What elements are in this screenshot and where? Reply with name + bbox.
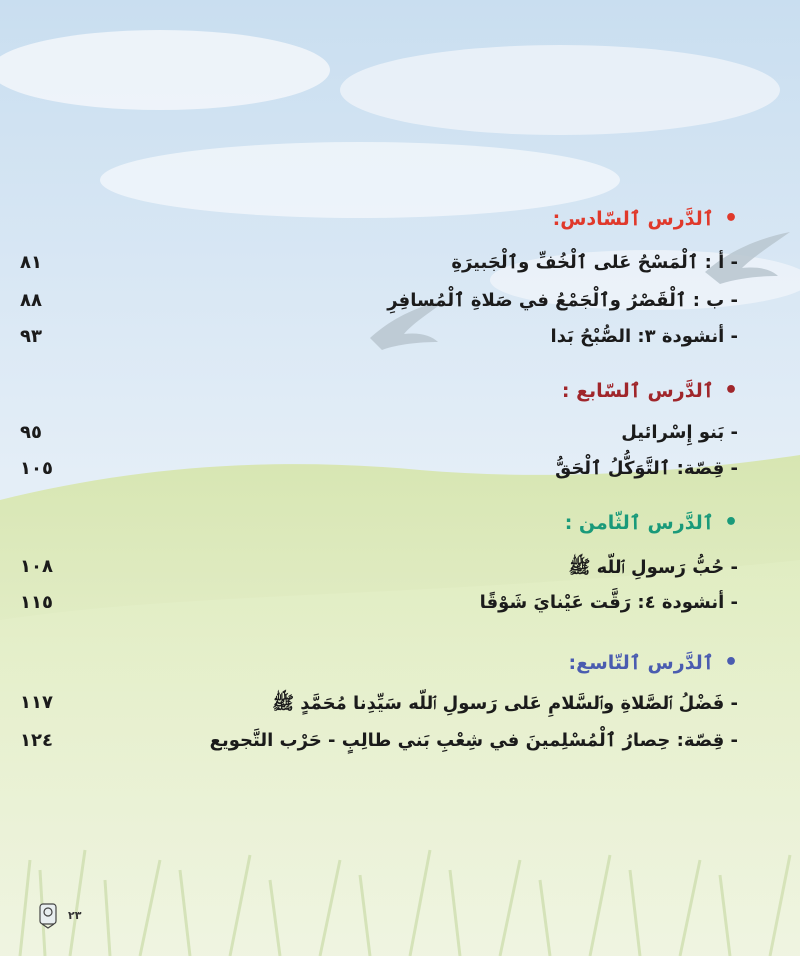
bullet-icon: • xyxy=(723,378,738,403)
lesson-heading-text: ٱلدَّرس ٱلثّامن : xyxy=(564,512,714,534)
entry-title: - أ : ٱلْمَسْحُ عَلى ٱلْخُفِّ وٱلْجَبيرَةِ xyxy=(451,252,738,273)
lesson-7-heading xyxy=(562,380,738,402)
lesson-6-heading xyxy=(553,208,738,230)
lesson-8-heading xyxy=(565,512,738,534)
lesson-9-heading xyxy=(569,652,739,674)
toc-entry[interactable] xyxy=(20,730,738,760)
entry-page-number: ٨١ xyxy=(20,252,42,273)
entry-page-number: ٨٨ xyxy=(20,290,42,311)
toc-entry[interactable] xyxy=(20,326,738,356)
lesson-heading-text: ٱلدَّرس ٱلسّابع : xyxy=(561,380,714,402)
toc-entry[interactable] xyxy=(20,422,738,452)
toc-entry[interactable] xyxy=(20,556,738,586)
entry-title: - فَضْلُ ٱلصَّلاةِ وٱلسَّلامِ عَلى رَسولِ ٱللّه سَيِّدِنا مُحَمَّدٍ ﷺ xyxy=(272,693,738,714)
entry-page-number: ٩٥ xyxy=(20,422,42,443)
bullet-icon: • xyxy=(723,650,738,675)
lesson-heading-text: ٱلدَّرس ٱلتّاسع: xyxy=(568,652,714,674)
entry-page-number: ١١٧ xyxy=(20,692,53,713)
bullet-icon: • xyxy=(723,510,738,535)
toc-entry[interactable] xyxy=(20,458,738,488)
toc-entry[interactable] xyxy=(20,290,738,320)
entry-title: - قِصّة: ٱلتَّوَكُّلُ ٱلْحَقُّ xyxy=(555,458,738,479)
entry-title: - بَنو إِسْرائيل xyxy=(621,422,738,443)
toc-entry[interactable] xyxy=(20,692,738,722)
entry-title: - قِصّة: حِصارُ ٱلْمُسْلِمينَ في شِعْبِ بَني طالِبٍ - حَرْب التَّجويع xyxy=(209,730,738,751)
toc-entry[interactable] xyxy=(20,592,738,622)
entry-title: - حُبُّ رَسولِ ٱللّه ﷺ xyxy=(568,557,738,578)
entry-page-number: ١٢٤ xyxy=(20,730,53,751)
entry-title: - أنشودة ٤: رَقَّت عَيْنايَ شَوْقًا xyxy=(479,592,738,613)
footer-page-number: ٢٣ xyxy=(68,909,82,922)
entry-page-number: ١٠٥ xyxy=(20,458,53,479)
entry-title: - ب : ٱلْقَصْرُ وٱلْجَمْعُ في صَلاةِ ٱلْمُسافِرِ xyxy=(387,290,738,311)
bullet-icon: • xyxy=(723,206,738,231)
entry-page-number: ٩٣ xyxy=(20,326,42,347)
entry-title: - أنشودة ٣: الصُّبْحُ بَدا xyxy=(550,326,738,347)
entry-page-number: ١١٥ xyxy=(20,592,53,613)
toc-entry[interactable] xyxy=(20,252,738,282)
lesson-heading-text: ٱلدَّرس ٱلسّادس: xyxy=(552,208,714,230)
book-stamp-icon xyxy=(34,900,62,930)
entry-page-number: ١٠٨ xyxy=(20,556,53,577)
